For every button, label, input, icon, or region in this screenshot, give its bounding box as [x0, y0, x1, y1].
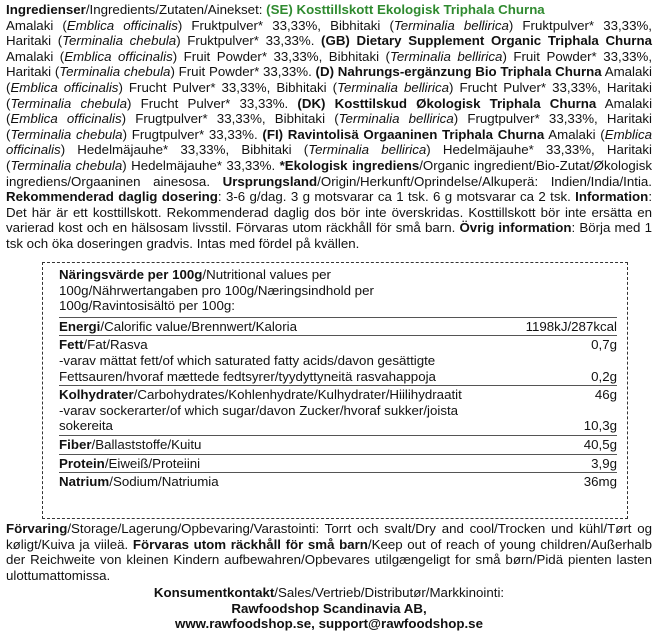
nutrition-table	[42, 262, 628, 519]
nutrition-row-fat: Fett/Fat/Rasva 0,7g	[59, 337, 617, 353]
nutrition-row-saturated-fat: -varav mättat fett/of which saturated fatty acids/davon gesättigte Fettsauren/hvoraf mættede fedtsyrer/tyydyttyneitä rasvahappoja 0,2g	[59, 352, 617, 384]
nutrition-row-sugars: -varav sockerarter/of which sugar/davon Zucker/hvoraf sukker/joista sokereita 10,3g	[59, 402, 617, 434]
nutrition-row-sodium: Natrium/Sodium/Natriumia 36mg	[59, 474, 617, 490]
gb-product-title: (GB) Dietary Supplement Organic Triphala Churna	[321, 33, 652, 49]
ingredients-label: Ingredienser	[6, 2, 86, 17]
dk-product-title: (DK) Kosttilskud Økologisk Triphala Churna	[297, 95, 597, 111]
nutrition-row-energy: Energi/Calorific value/Brennwert/Kaloria 1198kJ/287kcal	[59, 318, 617, 334]
nutrition-header: Näringsvärde per 100g/Nutritional values per 100g/Nährwertangaben pro 100g/Næringsindhold per 100g/Ravintosisältö per 100g:	[59, 267, 374, 314]
information-label: Information	[575, 189, 649, 205]
ingredients-paragraph: Ingredienser/Ingredients/Zutaten/Ainekset: (SE) Kosttillskott Ekologisk Triphala Churna Amalaki (Emblica officinalis) Fruktpulver* 33,33%, Bibhitaki (Terminalia bellirica) Fruktpulver* 33,33%, Haritaki (Terminalia chebula) Fruktpulver* 33,33%. (GB) Dietary Supplement Organic Triphala Churna Amalaki (Emblica officinalis) Fruit Powder* 33,33%, Bibhitaki (Terminalia bellirica) Fruit Powder* 33,33%, Haritaki (Terminalia chebula) Fruit Powder* 33,33%. (D) Nahrungs-ergänzung Bio Triphala Churna Amalaki (Emblica officinalis) Frucht Pulver* 33,33%, Bibhitaki (Terminalia bellirica) Frucht Pulver* 33,33%, Haritaki (Terminalia chebula) Frucht Pulver* 33,33%. (DK) Kosttilskud Økologisk Triphala Churna Amalaki (Emblica officinalis) Frugtpulver* 33,33%, Bibhitaki (Terminalia bellirica) Frugtpulver* 33,33%, Haritaki (Terminalia chebula) Frugtpulver* 33,33%. (FI) Ravintolisä Orgaaninen Triphala Churna Amalaki (Emblica officinalis) Hedelmäjauhe* 33,33%, Bibhitaki (Terminalia bellirica) Hedelmäjauhe* 33,33%, Haritaki (Terminalia chebula) Hedelmäjauhe* 33,33%. *Ekologisk ingrediens/Organic ingredient/Bio-Zutat/Økologisk ingrediens/Orgaaninen ainesosa. Ursprungsland/Origin/Herkunft/Oprindelse/Alkuperä: Indien/India/Intia. Rekommenderad daglig dosering: 3-6 g/dag. 3 g motsvarar ca 1 tsk. 6 g motsvarar ca 2 tsk. Information: Det här är ett kosttillskott. Rekommenderad daglig dos bör inte överskridas. Kosttillskott bör inte ersätta en varierad kost och en hälsosam livsstil. Förvaras utom räckhåll för små barn. Övrig information: Börja med 1 tsk och öka doseringen gradvis. Intas med fördel på kvällen.	[6, 2, 653, 251]
contact-web-email: www.rawfoodshop.se, support@rawfoodshop.se	[175, 616, 483, 632]
origin-label: Ursprungsland	[222, 173, 318, 189]
organic-note-label: *Ekologisk ingrediens	[279, 157, 420, 173]
consumer-contact: Konsumentkontakt/Sales/Vertrieb/Distributør/Markkinointi: Rawfoodshop Scandinavia AB, www.rawfoodshop.se, support@rawfoodshop.se	[6, 585, 652, 632]
company-name: Rawfoodshop Scandinavia AB,	[231, 600, 427, 616]
d-product-title: (D) Nahrungs-ergänzung Bio Triphala Churna	[315, 64, 602, 80]
fi-product-title: (FI) Ravintolisä Orgaaninen Triphala Churna	[262, 126, 545, 142]
storage-paragraph: Förvaring/Storage/Lagerung/Opbevaring/Varastointi: Torrt och svalt/Dry and cool/Trocken und kühl/Tørt og køligt/Kuiva ja viileä. Förvaras utom räckhåll för små barn/Keep out of reach of young children/Außerhalb der Reichweite von kleinen Kindern aufbewahren/Opbevares utilgængeligt for små børn/Pidä pienten lasten ulottumattomissa.	[6, 521, 652, 583]
se-product-title: (SE) Kosttillskott Ekologisk Triphala Churna	[266, 2, 545, 17]
keep-away-label: Förvaras utom räckhåll för små barn	[132, 536, 368, 552]
dosage-label: Rekommenderad daglig dosering	[6, 189, 218, 205]
storage-label: Förvaring	[6, 521, 68, 536]
nutrition-row-carbohydrates: Kolhydrater/Carbohydrates/Kohlenhydrate/Kulhydrater/Hiilihydraatit 46g	[59, 387, 617, 403]
nutrition-row-fiber: Fiber/Ballaststoffe/Kuitu 40,5g	[59, 436, 617, 452]
other-info-label: Övrig information	[459, 220, 572, 236]
nutrition-row-protein: Protein/Eiweiß/Proteiini 3,9g	[59, 455, 617, 471]
